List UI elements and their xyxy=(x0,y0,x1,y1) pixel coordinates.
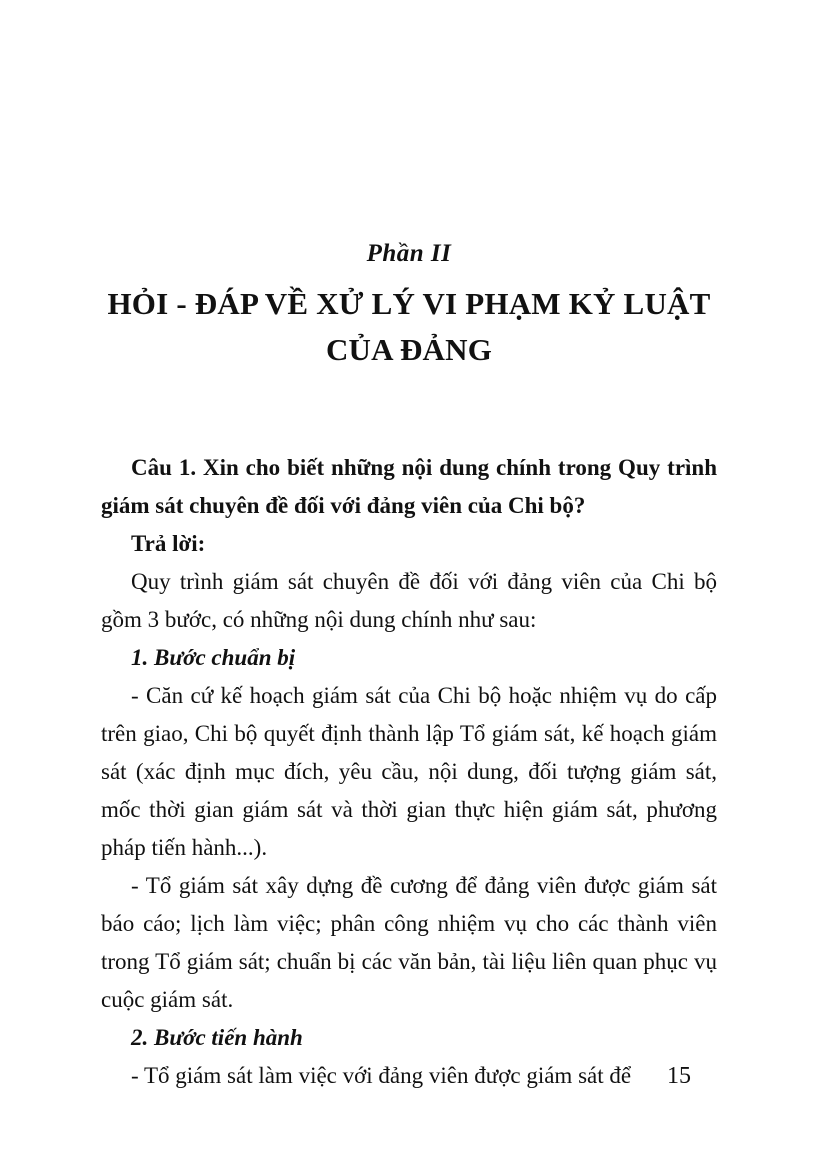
section-title-line-1: HỎI - ĐÁP VỀ XỬ LÝ VI PHẠM KỶ LUẬT xyxy=(107,286,711,321)
step-2-heading: 2. Bước tiến hành xyxy=(131,1025,303,1050)
step-1-heading: 1. Bước chuẩn bị xyxy=(131,645,296,670)
section-title xyxy=(101,281,717,373)
step-1-paragraph-1: - Căn cứ kế hoạch giám sát của Chi bộ hoặc nhiệm vụ do cấp trên giao, Chi bộ quyết định thành lập Tổ giám sát, kế hoạch giám sát (xác định mục đích, yêu cầu, nội dung, đối tượng giám sát, mốc thời gian giám sát và thời gian thực hiện giám sát, phương pháp tiến hành...). xyxy=(101,683,717,860)
question-paragraph: Câu 1. Xin cho biết những nội dung chính trong Quy trình giám sát chuyên đề đối với đảng viên của Chi bộ? xyxy=(101,455,717,518)
part-label: Phần II xyxy=(366,240,452,267)
page-number: 15 xyxy=(667,1063,691,1089)
section-title-line-2: CỦA ĐẢNG xyxy=(325,332,493,367)
answer-label: Trả lời: xyxy=(131,531,206,556)
answer-body xyxy=(101,449,717,1095)
intro-paragraph: Quy trình giám sát chuyên đề đối với đảng viên của Chi bộ gồm 3 bước, có những nội dung chính như sau: xyxy=(101,569,717,632)
page-content xyxy=(101,240,717,1095)
step-1-paragraph-2: - Tổ giám sát xây dựng đề cương để đảng viên được giám sát báo cáo; lịch làm việc; phân công nhiệm vụ cho các thành viên trong Tổ giám sát; chuẩn bị các văn bản, tài liệu liên quan phục vụ cuộc giám sát. xyxy=(101,873,717,1012)
step-2-paragraph-1: - Tổ giám sát làm việc với đảng viên được giám sát để xyxy=(131,1063,632,1088)
